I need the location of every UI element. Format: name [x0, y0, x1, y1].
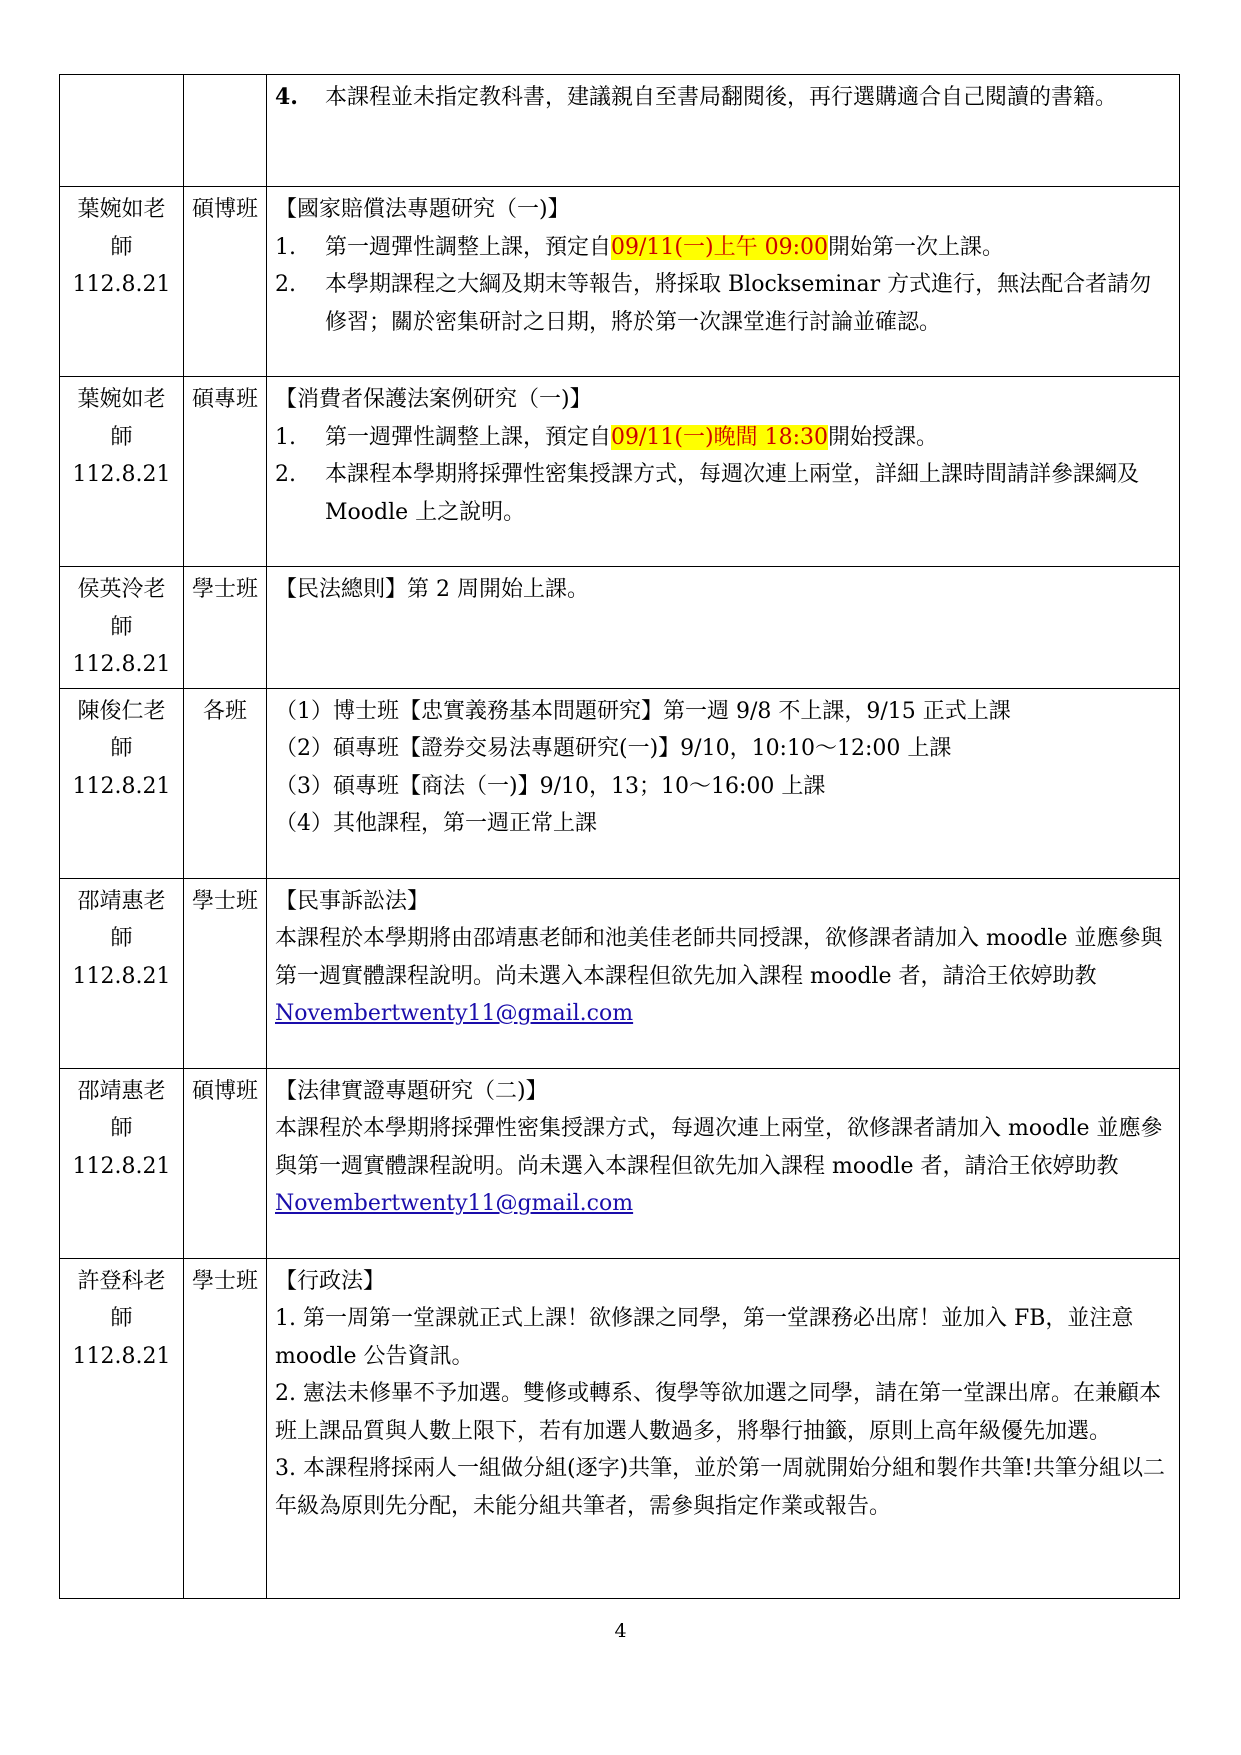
- class-cell: [184, 1258, 267, 1598]
- announcement-date: 112.8.21: [72, 272, 171, 297]
- teacher-name: 許登科老師: [77, 1268, 166, 1331]
- course-line: （4）其他課程，第一週正常上課: [275, 811, 597, 836]
- course-title: 【民法總則】第 2 周開始上課。: [275, 577, 589, 602]
- content-cell: [267, 187, 1180, 377]
- item-number: 4.: [275, 84, 298, 110]
- class-cell: [184, 688, 267, 878]
- item-text: 本課程並未指定教科書，建議親自至書局翻閱後，再行選購適合自己閱讀的書籍。: [325, 85, 1118, 110]
- class-name: 碩專班: [192, 387, 259, 412]
- announcement-date: 112.8.21: [72, 462, 171, 487]
- course-title: 【行政法】: [275, 1268, 386, 1294]
- content-cell: [267, 567, 1180, 689]
- item-text: 本學期課程之大綱及期末等報告，將採取 Blockseminar 方式進行，無法配合者請勿修習；關於密集研討之日期，將於第一次課堂進行討論並確認。: [325, 272, 1152, 335]
- item-number: 1.: [275, 424, 296, 450]
- content-cell: [267, 878, 1180, 1068]
- teacher-cell: [60, 878, 184, 1068]
- teacher-cell: [60, 688, 184, 878]
- course-paragraph: 3. 本課程將採兩人一組做分組(逐字)共筆，並於第一周就開始分組和製作共筆!共筆分組以二年級為原則先分配，未能分組共筆者，需參與指定作業或報告。: [275, 1456, 1165, 1519]
- item-text: 開始第一次上課。: [827, 234, 1004, 260]
- email-link[interactable]: Novembertwenty11@gmail.com: [275, 1001, 634, 1026]
- announcement-date: 112.8.21: [72, 1343, 171, 1369]
- teacher-name: 葉婉如老師: [77, 387, 166, 450]
- teacher-cell: [60, 187, 184, 377]
- content-cell: [267, 1068, 1180, 1258]
- teacher-name: 邵靖惠老師: [77, 888, 166, 951]
- highlighted-date: 09/11(一)晚間 18:30: [611, 424, 828, 450]
- class-name: 學士班: [192, 888, 259, 914]
- course-paragraph: 2. 憲法未修畢不予加選。雙修或轉系、復學等欲加選之同學，請在第一堂課出席。在兼顧本班上課品質與人數上限下，若有加選人數過多，將舉行抽籤，原則上高年級優先加選。: [275, 1381, 1161, 1444]
- course-line: （2）碩專班【證券交易法專題研究(一)】9/10，10:10～12:00 上課: [275, 736, 952, 761]
- list-item: [275, 456, 1171, 531]
- item-text: 開始授課。: [827, 424, 938, 450]
- paragraph-text: 本課程於本學期將採彈性密集授課方式，每週次連上兩堂，欲修課者請加入 moodle 並應參與第一週實體課程說明。尚未選入本課程但欲先加入課程 moodle 者，請洽王依婷助教: [275, 1116, 1163, 1179]
- teacher-cell: [60, 567, 184, 689]
- class-cell: [184, 75, 267, 187]
- item-text: 本課程本學期將採彈性密集授課方式，每週次連上兩堂，詳細上課時間請詳參課綱及 Moodle 上之說明。: [325, 462, 1140, 525]
- course-paragraph: 1. 第一周第一堂課就正式上課！欲修課之同學，第一堂課務必出席！並加入 FB，並注意 moodle 公告資訊。: [275, 1306, 1134, 1369]
- class-cell: [184, 878, 267, 1068]
- list-item: [275, 266, 1171, 341]
- class-name: 學士班: [192, 1268, 259, 1294]
- teacher-name: 邵靖惠老師: [77, 1078, 166, 1141]
- course-title: 【法律實證專題研究（二)】: [275, 1078, 548, 1104]
- paragraph-text: 本課程於本學期將由邵靖惠老師和池美佳老師共同授課，欲修課者請加入 moodle 並應參與第一週實體課程說明。尚未選入本課程但欲先加入課程 moodle 者，請洽王依婷助教: [275, 926, 1163, 989]
- item-number: 1.: [275, 234, 296, 260]
- announcement-date: 112.8.21: [72, 1153, 171, 1179]
- table-row: [60, 688, 1180, 878]
- item-text: 第一週彈性調整上課，預定自: [325, 424, 612, 450]
- teacher-name: 侯英泠老師: [77, 577, 166, 640]
- list-item: [275, 79, 1171, 117]
- email-link[interactable]: Novembertwenty11@gmail.com: [275, 1191, 634, 1216]
- course-title: 【民事訴訟法】: [275, 888, 430, 914]
- table-row: [60, 187, 1180, 377]
- announcement-date: 112.8.21: [72, 652, 171, 677]
- item-number: 2.: [275, 462, 296, 487]
- teacher-cell: [60, 75, 184, 187]
- content-cell: [267, 688, 1180, 878]
- highlighted-date: 09/11(一)上午 09:00: [611, 234, 828, 260]
- page-number: 4: [614, 1620, 627, 1642]
- content-cell: [267, 377, 1180, 567]
- table-row: [60, 567, 1180, 689]
- teacher-cell: [60, 1068, 184, 1258]
- item-number: 2.: [275, 272, 296, 297]
- teacher-name: 葉婉如老師: [77, 197, 166, 260]
- table-row: [60, 377, 1180, 567]
- table-row: [60, 75, 1180, 187]
- class-cell: [184, 377, 267, 567]
- list-item: [275, 419, 1171, 457]
- content-cell: [267, 75, 1180, 187]
- course-paragraph: [275, 920, 1171, 1033]
- announcement-date: 112.8.21: [72, 773, 171, 799]
- course-line: （3）碩專班【商法（一)】9/10，13；10～16:00 上課: [275, 773, 826, 799]
- table-row: [60, 1258, 1180, 1598]
- class-cell: [184, 187, 267, 377]
- class-cell: [184, 567, 267, 689]
- teacher-name: 陳俊仁老師: [77, 698, 166, 761]
- item-text: 第一週彈性調整上課，預定自: [325, 234, 612, 260]
- course-line: （1）博士班【忠實義務基本問題研究】第一週 9/8 不上課，9/15 正式上課: [275, 698, 1011, 724]
- announcement-table: [59, 74, 1180, 1599]
- content-cell: [267, 1258, 1180, 1598]
- table-row: [60, 878, 1180, 1068]
- course-title: 【國家賠償法專題研究（一)】: [275, 197, 570, 222]
- course-title: 【消費者保護法案例研究（一)】: [275, 387, 592, 412]
- class-name: 碩博班: [192, 197, 259, 222]
- class-name: 學士班: [192, 577, 259, 602]
- announcement-date: 112.8.21: [72, 963, 171, 989]
- teacher-cell: [60, 1258, 184, 1598]
- class-name: 各班: [202, 698, 247, 724]
- table-row: [60, 1068, 1180, 1258]
- teacher-cell: [60, 377, 184, 567]
- list-item: [275, 229, 1171, 267]
- class-cell: [184, 1068, 267, 1258]
- class-name: 碩博班: [192, 1078, 259, 1104]
- course-paragraph: [275, 1110, 1171, 1223]
